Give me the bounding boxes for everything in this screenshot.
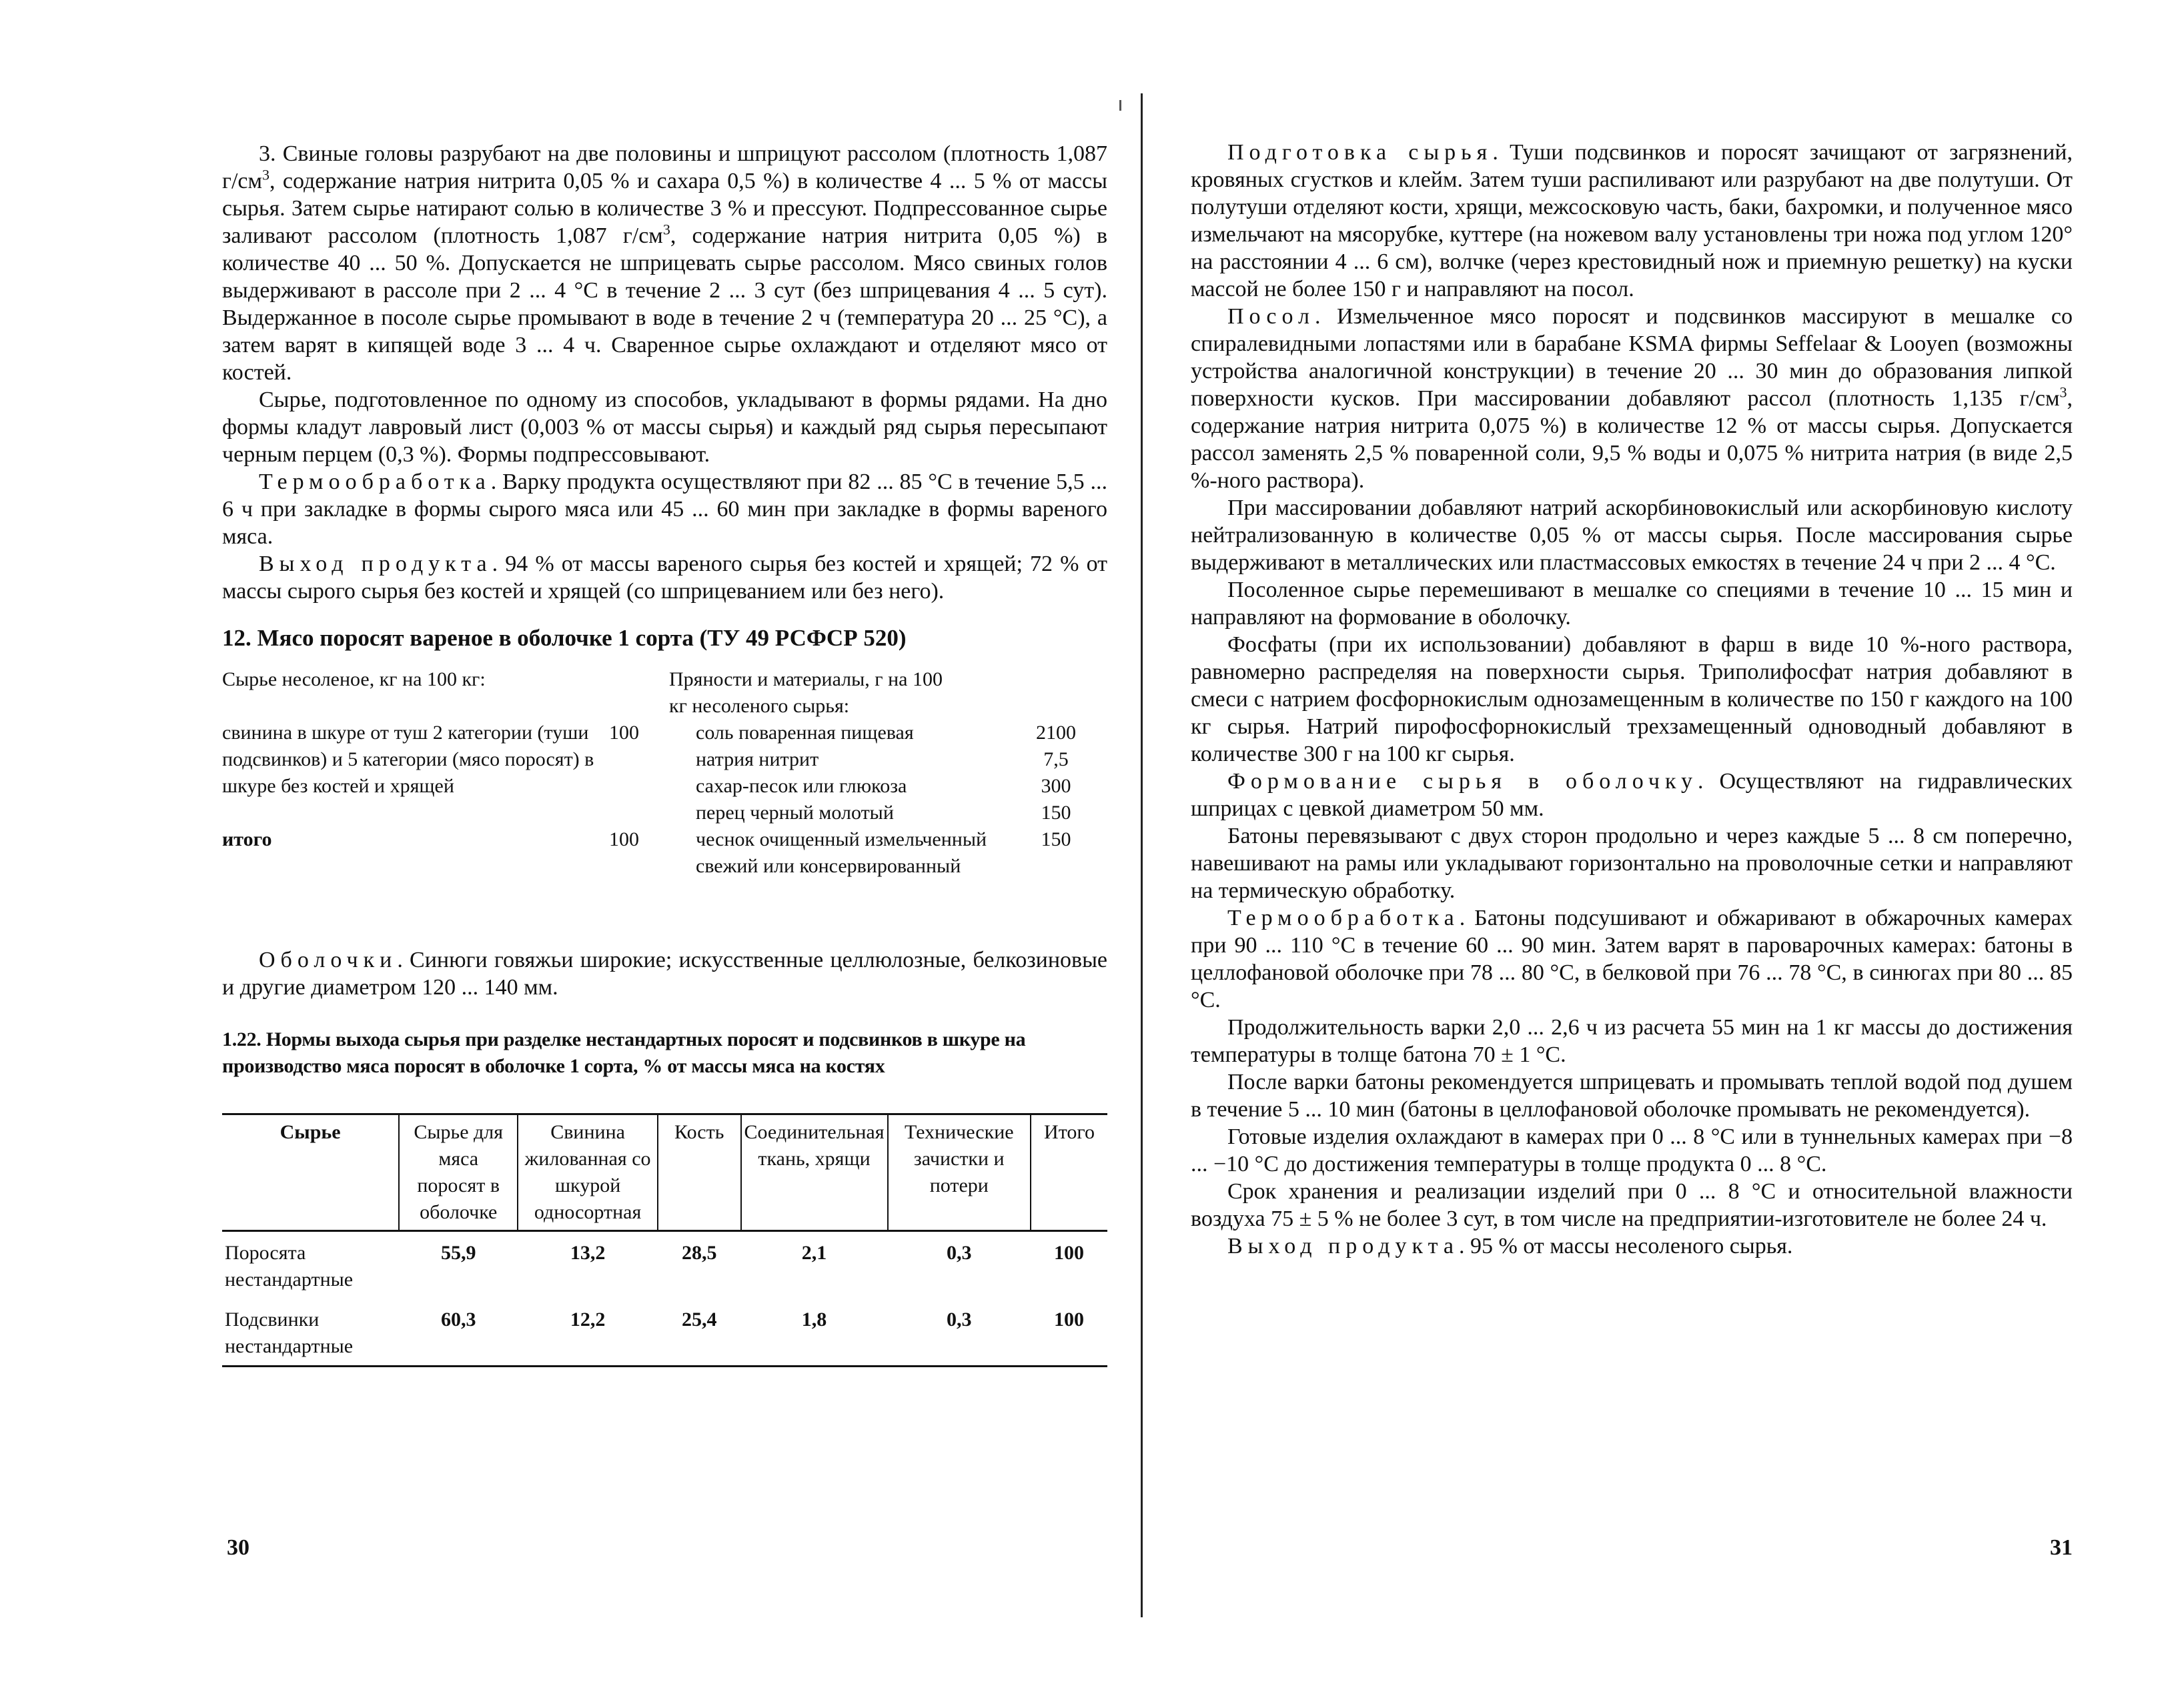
paragraph-after-cooking: После варки батоны рекомендуется шприцевать и промывать теплой водой под душем в течение 5 ... 10 мин (батоны в целлофановой оболочке промывать не рекомендуется).: [1191, 1070, 2073, 1122]
table-row-name: Поросята нестандартные: [225, 1242, 354, 1291]
paragraph-yield: Выход продукта. 94 % от массы вареного сырья без костей и хрящей; 72 % от массы сырого сырья без костей и хрящей (со шприцеванием или без него).: [222, 552, 1107, 604]
spaced-label: Термообработка: [1227, 906, 1460, 930]
left-page-text-column: [222, 140, 1107, 1367]
spice-value: 7,5: [1043, 748, 1069, 770]
raw-material-value: 100: [609, 722, 639, 744]
table-header-cell: Технические зачистки и потери: [888, 1114, 1031, 1231]
spices-header: Пряности и материалы, г на 100 кг несоленого сырья:: [669, 668, 943, 717]
paragraph-tying: Батоны перевязывают с двух сторон продольно и через каждые 5 ... 8 см поперечно, навешивают на рамы или укладывают горизонтально на проволочные сетки и направляют на термическую обработку.: [1191, 824, 2073, 903]
spice-value: 150: [1041, 802, 1071, 824]
raw-material-header: Сырье несоленое, кг на 100 кг:: [222, 668, 486, 690]
spice-name: чеснок очищенный измельченный свежий или консервированный: [696, 828, 987, 877]
right-page-text-column: [1191, 139, 2073, 1260]
spice-value: 300: [1041, 775, 1071, 797]
table-cell: 25,4: [658, 1299, 741, 1367]
paragraph-forms: Сырье, подготовленное по одному из способов, укладывают в формы рядами. На дно формы кладут лавровый лист (0,003 % от массы сырья) и каждый ряд сырья пересыпают черным перцем (0,3 %). Формы подпрессовывают.: [222, 387, 1107, 467]
yield-table: [222, 1113, 1107, 1367]
table-cell: 28,5: [681, 1242, 717, 1264]
table-header-cell: Итого: [1031, 1114, 1107, 1231]
recipe-block: [222, 666, 1107, 946]
table-caption: 1.22. Нормы выхода сырья при разделке нестандартных поросят и подсвинков в шкуре на производство мяса поросят в оболочке 1 сорта, % от массы мяса на костях: [222, 1028, 1026, 1077]
paragraph-heat-treatment: Термообработка. Батоны подсушивают и обжаривают в обжарочных камерах при 90 ... 110 °С в течение 60 ... 90 мин. Затем варят в пароварочных камерах: батоны в целлофановой оболочке при 78 ... 80 °С, в белковой при 76 ... 78 °С, в синюгах при 80 ... 85 °С.: [1191, 906, 2073, 1012]
spaced-label: Формование сырья в оболочку: [1227, 769, 1698, 794]
table-cell: 2,1: [801, 1242, 827, 1264]
table-cell: 60,3: [399, 1299, 518, 1367]
paragraph-cooking-duration: Продолжительность варки 2,0 ... 2,6 ч из расчета 55 мин на 1 кг массы до достижения температуры в толще батона 70 ± 1 °С.: [1191, 1015, 2073, 1067]
paragraph-curing: Посол. Измельченное мясо поросят и подсвинков массируют в мешалке со спиралевидными лопастями или в барабане KSMA фирмы Seffelaar & Looyen (возможны устройства аналогичной конструкции) в течение 20 ... 30 мин до образования липкой поверхности кусков. При массировании добавляют рассол (плотность 1,135 $г/см^3$, содержание натрия нитрита 0,075 %) в количестве 12 % от массы сырья. Допускается рассол заменять 2,5 % поваренной соли, 9,5 % воды и 0,075 % нитрита натрия (в виде 2,5 %-ного раствора).: [1191, 304, 2073, 493]
spice-value: 2100: [1036, 722, 1076, 744]
table-cell: 0,3: [888, 1299, 1031, 1367]
table-cell: 0,3: [947, 1242, 972, 1264]
spaced-label: Выход продукта: [259, 552, 492, 576]
raw-material-item: свинина в шкуре от туш 2 категории (туши подсвинков) и 5 категории (мясо поросят) в шкуре без костей и хрящей: [222, 722, 594, 797]
table-cell: 1,8: [741, 1299, 888, 1367]
spices-list: [696, 720, 1096, 880]
paragraph-pig-heads: 3. Свиные головы разрубают на две половины и шприцуют рассолом (плотность 1,087 $г/см^3$, содержание натрия нитрита 0,05 % и сахара 0,5 %) в количестве 4 ... 5 % от массы сырья. Затем сырье натирают солью в количестве 3 % и прессуют. Подпрессованное сырье заливают рассолом (плотность 1,087 $г/см^3$, содержание натрия нитрита 0,05 %) в количестве 40 ... 50 %. Допускается не шприцевать сырье рассолом. Мясо свиных голов выдерживают в рассоле при 2 ... 4 °С в течение 2 ... 3 сут (без шприцевания 4 ... 5 сут). Выдержанное в посоле сырье промывают в воде в течение 2 ч (температура 20 ... 25 °С), а затем варят в кипящей воде 3 ... 4 ч. Сваренное сырье охлаждают и отделяют мясо от костей.: [222, 141, 1107, 385]
paragraph-ascorbate: При массировании добавляют натрий аскорбиновокислый или аскорбиновую кислоту нейтрализованную в количестве 0,05 % от массы сырья. После массирования сырье выдерживают в металлических или пластмассовых емкостях в течение 24 ч при 2 ... 4 °С.: [1191, 496, 2073, 575]
spice-name: натрия нитрит: [696, 748, 819, 770]
paragraph-storage: Срок хранения и реализации изделий при 0 ... 8 °С и относительной влажности воздуха 75 ± 5 % не более 3 сут, в том числе на предприятии-изготовителе не более 24 ч.: [1191, 1179, 2073, 1231]
product-heading: 12. Мясо поросят вареное в оболочке 1 сорта (ТУ 49 РСФСР 520): [222, 625, 907, 651]
gutter-tick: [1119, 100, 1121, 111]
spaced-label: Подготовка сырья: [1227, 140, 1493, 165]
table-cell: 12,2: [518, 1299, 658, 1367]
page-gutter-divider: [1141, 93, 1143, 1617]
page-number-left: 30: [227, 1535, 249, 1560]
paragraph-heat-treatment: Термообработка. Варку продукта осуществляют при 82 ... 85 °С в течение 5,5 ... 6 ч при закладке в формы сырого мяса или 45 ... 60 мин при закладке в формы вареного мяса.: [222, 470, 1107, 549]
paragraph-casings: Оболочки. Синюги говяжьи широкие; искусственные целлюлозные, белкозиновые и другие диаметром 120 ... 140 мм.: [222, 948, 1107, 1000]
paragraph-cooling: Готовые изделия охлаждают в камерах при 0 ... 8 °С или в туннельных камерах при −8 ... −10 °С до достижения температуры в толще продукта 0 ... 8 °С.: [1191, 1124, 2073, 1176]
paragraph-raw-preparation: Подготовка сырья. Туши подсвинков и поросят зачищают от загрязнений, кровяных сгустков и клейм. Затем туши распиливают или разрубают на две полутуши. От полутуши отделяют кости, хрящи, межсосковую часть, баки, бахромки, и полученное мясо измельчают на мясорубке, куттере (на ножевом валу установлены три ножа под углом 120° на расстоянии 4 ... 6 см), волчке (через крестовидный нож и приемную решетку) на куски массой не более 150 г и направляют на посол.: [1191, 140, 2073, 301]
spice-row: [696, 826, 1096, 880]
paragraph-yield: Выход продукта. 95 % от массы несоленого сырья.: [1227, 1234, 1793, 1258]
spaced-label: Посол: [1227, 304, 1315, 329]
table-row: [222, 1299, 1107, 1367]
spice-value: 150: [1041, 828, 1071, 850]
spice-row: [696, 800, 1096, 826]
table-header-cell: Сырье: [222, 1114, 399, 1231]
spice-row: [696, 773, 1096, 800]
spaced-label: Оболочки: [259, 948, 398, 972]
paragraph-mixing: Посоленное сырье перемешивают в мешалке со специями в течение 10 ... 15 мин и направляют на формование в оболочку.: [1191, 578, 2073, 630]
table-cell: 100: [1031, 1299, 1107, 1367]
page-number-right: 31: [2050, 1535, 2073, 1560]
table-cell: 13,2: [570, 1242, 606, 1264]
spice-name: перец черный молотый: [696, 802, 894, 824]
table-header-cell: Кость: [658, 1114, 741, 1231]
spaced-label: Термообработка: [259, 470, 491, 494]
table-cell: 100: [1054, 1242, 1084, 1264]
raw-material-total-value: 100: [609, 828, 639, 850]
spice-name: сахар-песок или глюкоза: [696, 775, 907, 797]
paragraph-forming: Формование сырья в оболочку. Осуществляют на гидравлических шприцах с цевкой диаметром 50 мм.: [1191, 769, 2073, 821]
paragraph-phosphates: Фосфаты (при их использовании) добавляют в фарш в виде 10 %-ного раствора, равномерно распределяя на поверхности сырья. Триполифосфат натрия добавляют в смеси с натрием фосфорнокислым однозамещенным в количестве по 150 г каждого на 100 кг сырья. Натрий пирофосфорнокислый трехзамещенный одноводный добавляют в количестве 300 г на 100 кг сырья.: [1191, 632, 2073, 766]
table-row-name: Подсвинки нестандартные: [222, 1299, 399, 1367]
spaced-label: Выход продукта: [1227, 1234, 1459, 1258]
spice-row: [696, 720, 1096, 746]
spice-row: [696, 746, 1096, 773]
table-header-cell: Сырье для мяса поросят в оболочке: [399, 1114, 518, 1231]
table-row: [222, 1231, 1107, 1299]
table-cell: 55,9: [440, 1242, 476, 1264]
table-header-cell: Соединительная ткань, хрящи: [741, 1114, 888, 1231]
table-header-cell: Свинина жилованная со шкурой односортная: [518, 1114, 658, 1231]
table-header-row: [222, 1114, 1107, 1231]
raw-material-total-label: итого: [222, 828, 272, 850]
spice-name: соль поваренная пищевая: [696, 722, 914, 744]
